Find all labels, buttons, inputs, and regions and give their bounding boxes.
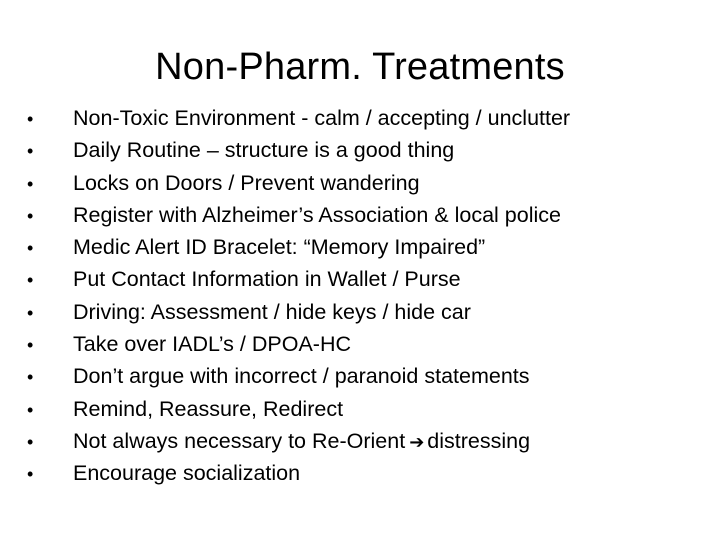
bullet-text: Don’t argue with incorrect / paranoid statements	[73, 364, 530, 389]
bullet-icon: •	[27, 270, 34, 291]
bullet-list	[27, 102, 570, 490]
bullet-icon: •	[27, 464, 34, 485]
bullet-text: Take over IADL’s / DPOA-HC	[73, 332, 351, 357]
bullet-icon: •	[27, 173, 34, 194]
right-arrow-icon: ➔	[409, 431, 425, 453]
bullet-text: Encourage socialization	[73, 461, 301, 486]
list-item	[27, 328, 570, 360]
bullet-icon: •	[27, 302, 34, 323]
bullet-icon: •	[27, 367, 34, 388]
slide-title: Non-Pharm. Treatments	[155, 46, 565, 88]
bullet-icon: •	[27, 205, 34, 226]
list-item	[27, 296, 570, 328]
list-item	[27, 263, 570, 295]
bullet-text-with-arrow	[73, 425, 530, 459]
list-item	[27, 102, 570, 134]
bullet-text: Locks on Doors / Prevent wandering	[73, 170, 420, 195]
bullet-text: Medic Alert ID Bracelet: “Memory Impaired”	[73, 235, 486, 260]
bullet-icon: •	[27, 335, 34, 356]
bullet-icon: •	[27, 141, 34, 162]
bullet-text: Daily Routine – structure is a good thing	[73, 138, 455, 163]
bullet-text: Remind, Reassure, Redirect	[73, 396, 344, 421]
bullet-text: Non-Toxic Environment - calm / accepting / unclutter	[73, 106, 571, 130]
bullet-icon: •	[27, 399, 34, 420]
list-item	[27, 393, 570, 425]
list-item	[27, 134, 570, 166]
bullet-icon: •	[27, 431, 34, 452]
list-item	[27, 199, 570, 231]
bullet-text: Driving: Assessment / hide keys / hide car	[73, 299, 471, 324]
bullet-text: Put Contact Information in Wallet / Purse	[73, 267, 461, 292]
bullet-text-before-arrow: Not always necessary to Re-Orient	[73, 428, 406, 453]
bullet-text-after-arrow: distressing	[427, 428, 531, 453]
list-item	[27, 457, 570, 489]
list-item	[27, 231, 570, 263]
bullet-text: Register with Alzheimer’s Association & local police	[73, 202, 561, 227]
list-item	[27, 360, 570, 392]
bullet-icon: •	[27, 238, 34, 259]
list-item	[27, 167, 570, 199]
list-item	[27, 425, 570, 457]
bullet-icon: •	[27, 109, 34, 129]
